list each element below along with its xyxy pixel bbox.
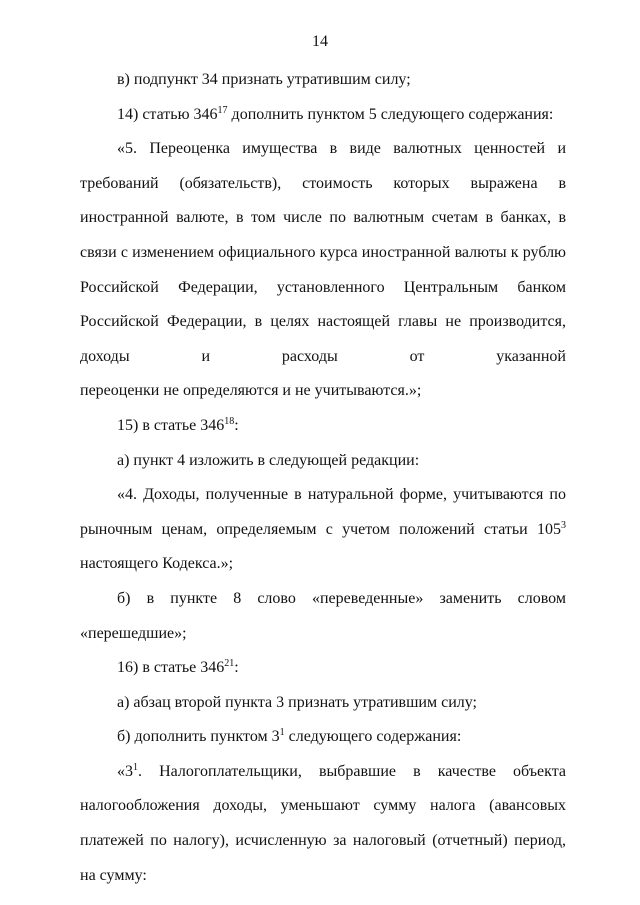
text-run: переоценки не определяются и не учитываются.»; (80, 382, 422, 400)
paragraph (80, 444, 566, 479)
paragraph (80, 478, 566, 547)
paragraph (80, 98, 566, 133)
paragraph (80, 582, 566, 651)
superscript: 3 (561, 519, 566, 531)
superscript: 1 (279, 727, 285, 739)
text-run: настоящего Кодекса.»; (80, 555, 234, 573)
text-run: : (234, 659, 239, 677)
text-run: 16) в статье 346 (117, 659, 225, 677)
paragraph (80, 686, 566, 721)
paragraph (80, 547, 566, 582)
text-run: б) в пункте 8 слово «переведенные» заменить словом «перешедшие»; (80, 589, 566, 642)
paragraph (80, 720, 566, 755)
text-run: а) абзац второй пункта 3 признать утратившим силу; (117, 693, 477, 711)
superscript: 18 (224, 415, 235, 427)
text-run: . Налогоплательщики, выбравшие в качестве объекта налогообложения доходы, уменьшают сумму налога (авансовых платежей по налогу), исчисленную за налоговый (отчетный) период, на сумму: (80, 762, 566, 884)
text-run: : (234, 416, 239, 434)
superscript: 17 (217, 104, 228, 116)
paragraph (80, 374, 566, 409)
text-run: «5. Переоценка имущества в виде валютных ценностей и требований (обязательств), стоимость которых выражена в иностранной валюте, в том числе по валютным счетам в банках, в связи с изменением официального курса иностранной валюты к рублю Российской Федерации, установленного Центральным банком Российской Федерации, в целях настоящей главы не производится, доходы и расходы от указанной (80, 140, 566, 365)
paragraph (80, 755, 566, 893)
superscript: 21 (224, 658, 235, 670)
text-run: 14) статью 346 (117, 105, 218, 123)
paragraph (80, 63, 566, 98)
paragraph (80, 651, 566, 686)
text-run: а) пункт 4 изложить в следующей редакции: (117, 451, 420, 469)
document-body (80, 63, 566, 893)
paragraph (80, 132, 566, 374)
text-run: «4. Доходы, полученные в натуральной форме, учитываются по рыночным ценам, определяемым с учетом положений статьи 105 (80, 486, 566, 538)
text-run: следующего содержания: (284, 728, 462, 746)
page-number: 14 (312, 33, 328, 50)
paragraph (80, 409, 566, 444)
text-run: «3 (117, 762, 133, 780)
text-run: в) подпункт 34 признать утратившим силу; (117, 71, 411, 88)
text-run: дополнить пунктом 5 следующего содержания: (227, 105, 554, 123)
text-run: б) дополнить пунктом 3 (117, 728, 280, 746)
superscript: 1 (133, 761, 138, 773)
text-run: 15) в статье 346 (117, 416, 225, 434)
